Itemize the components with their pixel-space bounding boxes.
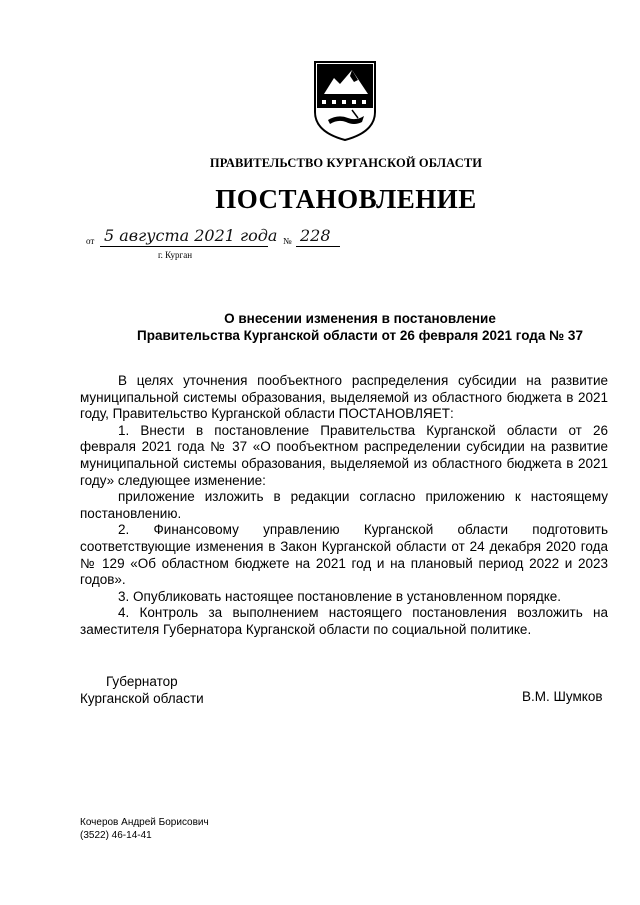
paragraph-item-2: 2. Финансовому управлению Курганской области подготовить соответствующие изменения в Закон Курганской области от 24 декабря 2020 года № 129 «Об областном бюджете на 2021 год и на плановый период 2022 и 2023 годов». [80,522,608,588]
subject-line-1: О внесении изменения в постановление [224,311,496,326]
handwritten-number: 228 [300,226,331,245]
signature-title [80,673,204,707]
coat-of-arms-icon [312,60,378,142]
document-body [80,373,608,639]
document-subject [80,310,640,344]
paragraph-preamble: В целях уточнения пообъектного распределения субсидии на развитие муниципальной системы образования, выделяемой из областного бюджета в 2021 году, Правительство Курганской области ПОСТАНОВЛЯЕТ: [80,373,608,422]
contact-info [80,816,209,842]
signature-title-line-2: Курганской области [80,691,204,706]
paragraph-item-1: 1. Внести в постановление Правительства Курганской области от 26 февраля 2021 года № 37 «О пообъектном распределении субсидии на развитие муниципальной системы образования, выделяемой из областного бюджета в 2021 году» следующее изменение: [80,422,608,488]
number-underline [296,246,340,247]
signature-name: В.М. Шумков [522,689,603,704]
date-underline [100,246,268,247]
paragraph-item-3: 3. Опубликовать настоящее постановление в установленном порядке. [118,588,562,604]
city-label: г. Курган [158,250,193,260]
signature-title-line-1: Губернатор [106,674,178,689]
date-number-line [86,228,386,268]
government-name: ПРАВИТЕЛЬСТВО КУРГАНСКОЙ ОБЛАСТИ [209,156,483,170]
from-label: от [86,236,95,246]
contact-name: Кочеров Андрей Борисович [80,817,209,828]
paragraph-item-4: 4. Контроль за выполнением настоящего постановления возложить на заместителя Губернатора Курганской области по социальной политике. [80,605,608,637]
handwritten-date: 5 августа 2021 года [104,226,278,245]
subject-line-2: Правительства Курганской области от 26 февраля 2021 года № 37 [137,328,583,343]
number-label: № [283,236,292,246]
contact-phone: (3522) 46-14-41 [80,830,152,841]
paragraph-item-1-text: приложение изложить в редакции согласно приложению к настоящему постановлению. [80,489,608,521]
document-type-title: ПОСТАНОВЛЕНИЕ [215,184,477,214]
